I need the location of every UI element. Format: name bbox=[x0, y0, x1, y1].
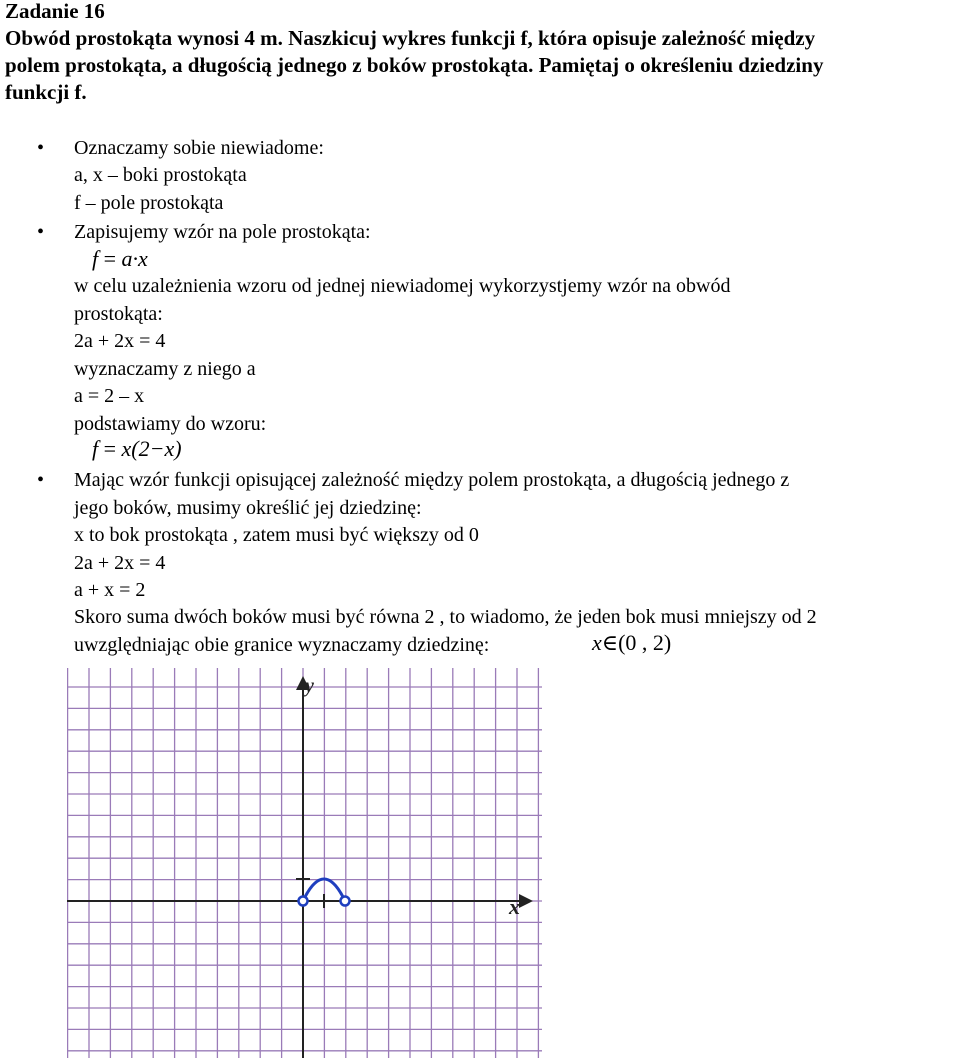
solution-line: Skoro suma dwóch boków musi być równa 2 , to wiadomo, że jeden bok musi mniejszy od 2 bbox=[74, 606, 817, 628]
domain-variable: x bbox=[592, 630, 602, 655]
solution-line: x to bok prostokąta , zatem musi być większy od 0 bbox=[74, 524, 479, 546]
formula-rhs: x(2−x) bbox=[121, 436, 182, 461]
open-point-left bbox=[299, 897, 308, 906]
formula-equals: = bbox=[103, 246, 117, 271]
graph-background bbox=[67, 668, 542, 1058]
formula-lhs: f bbox=[92, 436, 99, 461]
y-axis-label: y bbox=[305, 675, 314, 697]
task-text-line-2: polem prostokąta, a długością jednego z boków prostokąta. Pamiętaj o określeniu dziedziny bbox=[5, 53, 824, 77]
solution-line: a = 2 – x bbox=[74, 385, 145, 407]
area-formula bbox=[92, 246, 148, 272]
function-graph bbox=[67, 668, 542, 1058]
solution-line: 2a + 2x = 4 bbox=[74, 552, 166, 574]
formula-equals: = bbox=[103, 436, 117, 461]
domain-formula bbox=[592, 630, 671, 656]
solution-line: f – pole prostokąta bbox=[74, 192, 224, 214]
domain-interval: (0 , 2) bbox=[618, 630, 672, 655]
solution-line: w celu uzależnienia wzoru od jednej niewiadomej wykorzystjemy wzór na obwód bbox=[74, 275, 731, 297]
open-point-right bbox=[341, 897, 350, 906]
task-text-line-1: Obwód prostokąta wynosi 4 m. Naszkicuj wykres funkcji f, która opisuje zależność między bbox=[5, 26, 816, 50]
task-text-line-3: funkcji f. bbox=[5, 80, 87, 104]
solution-line: jego boków, musimy określić jej dziedzinę: bbox=[74, 497, 422, 519]
solution-line: Mając wzór funkcji opisującej zależność między polem prostokąta, a długością jednego z bbox=[74, 469, 790, 491]
solution-line: Zapisujemy wzór na pole prostokąta: bbox=[74, 221, 371, 243]
function-formula bbox=[92, 436, 182, 462]
solution-line: Oznaczamy sobie niewiadome: bbox=[74, 137, 324, 159]
formula-lhs: f bbox=[92, 246, 99, 271]
solution-line: podstawiamy do wzoru: bbox=[74, 413, 267, 435]
formula-rhs: a·x bbox=[121, 246, 148, 271]
solution-line: prostokąta: bbox=[74, 303, 163, 325]
solution-line: a + x = 2 bbox=[74, 579, 146, 601]
solution-line: wyznaczamy z niego a bbox=[74, 358, 256, 380]
x-axis-label: x bbox=[509, 894, 520, 919]
task-title: Zadanie 16 bbox=[5, 0, 105, 23]
bullet-3: • bbox=[37, 469, 45, 491]
bullet-2: • bbox=[37, 221, 45, 243]
bullet-1: • bbox=[37, 137, 45, 159]
solution-line: 2a + 2x = 4 bbox=[74, 330, 166, 352]
element-of-symbol: ∈ bbox=[601, 630, 619, 655]
solution-line: a, x – boki prostokąta bbox=[74, 164, 247, 186]
solution-line: uwzględniając obie granice wyznaczamy dziedzinę: bbox=[74, 634, 490, 656]
